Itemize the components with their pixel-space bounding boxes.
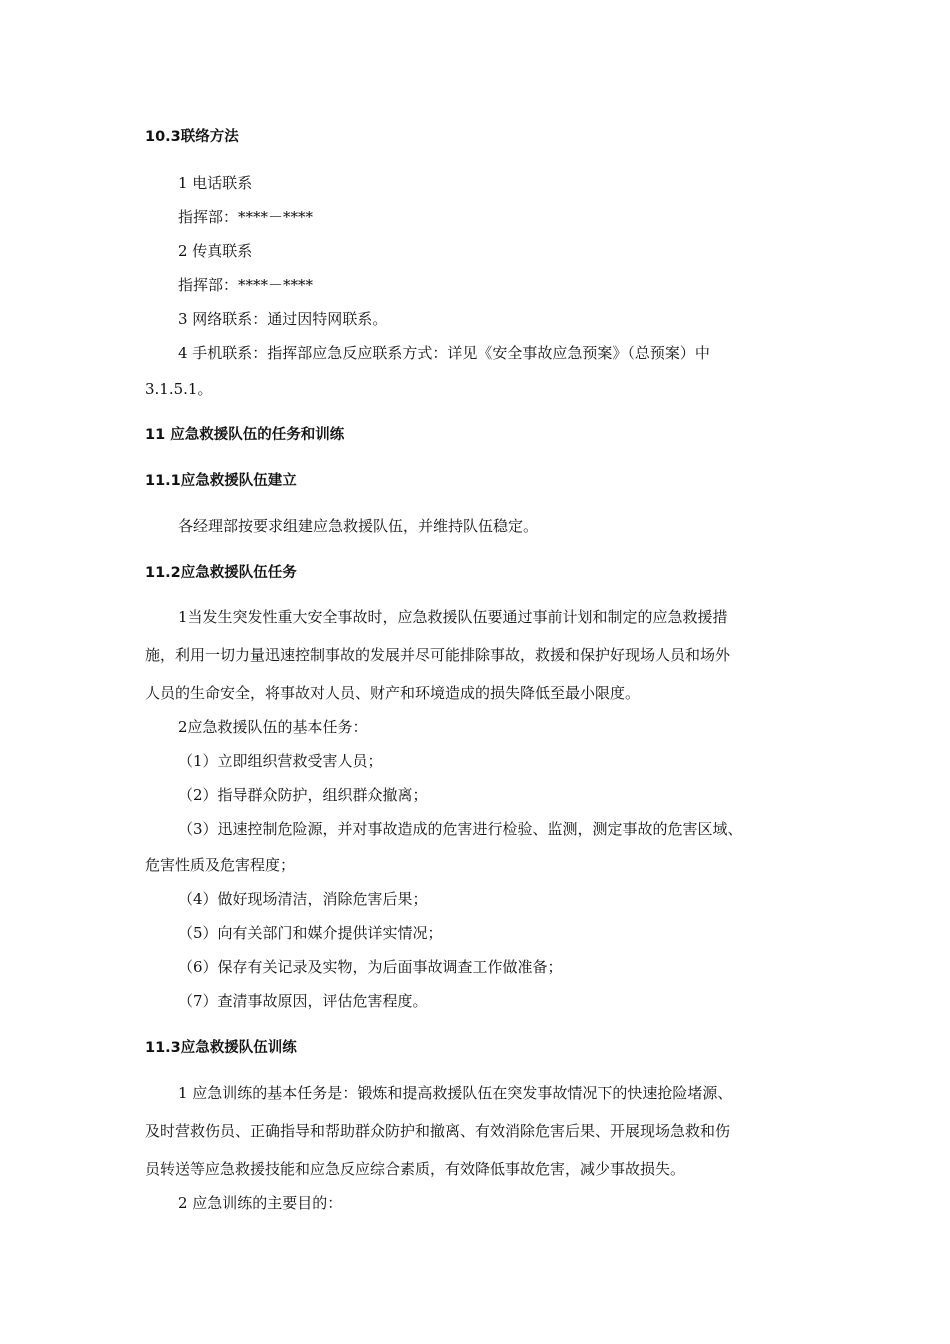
list-item: （1）立即组织营救受害人员；: [178, 752, 383, 770]
paragraph-line: 2 应急训练的主要目的：: [178, 1194, 343, 1212]
heading-11: 11 应急救援队伍的任务和训练: [145, 427, 345, 443]
heading-10-3: 10.3联络方法: [145, 129, 239, 145]
list-item: （5）向有关部门和媒介提供详实情况；: [178, 924, 443, 942]
paragraph-line: 2 传真联系: [178, 242, 253, 260]
heading-11-3: 11.3应急救援队伍训练: [145, 1040, 297, 1056]
paragraph-line: 指挥部：****－****: [178, 208, 314, 226]
paragraph-line: 指挥部：****－****: [178, 276, 314, 294]
paragraph-line: 施，利用一切力量迅速控制事故的发展并尽可能排除事故，救援和保护好现场人员和场外: [145, 646, 731, 664]
heading-11-1: 11.1应急救援队伍建立: [145, 473, 297, 489]
paragraph-line: 各经理部按要求组建应急救援队伍，并维持队伍稳定。: [178, 517, 539, 535]
paragraph-line: 及时营救伤员、正确指导和帮助群众防护和撤离、有效消除危害后果、开展现场急救和伤: [145, 1122, 731, 1140]
paragraph-line: 1 应急训练的基本任务是：锻炼和提高救援队伍在突发事故情况下的快速抢险堵源、: [178, 1084, 733, 1102]
list-item: （6）保存有关记录及实物，为后面事故调查工作做准备；: [178, 958, 563, 976]
heading-11-2: 11.2应急救援队伍任务: [145, 565, 297, 581]
paragraph-line: 人员的生命安全，将事故对人员、财产和环境造成的损失降低至最小限度。: [145, 684, 641, 702]
paragraph-line: 1当发生突发性重大安全事故时，应急救援队伍要通过事前计划和制定的应急救援措: [178, 608, 728, 626]
list-item: （4）做好现场清洁，消除危害后果；: [178, 890, 428, 908]
list-item: （3）迅速控制危险源，并对事故造成的危害进行检验、监测，测定事故的危害区域、: [178, 820, 743, 838]
paragraph-line: 4 手机联系：指挥部应急反应联系方式：详见《安全事故应急预案》（总预案）中: [178, 344, 710, 362]
paragraph-line: 2应急救援队伍的基本任务：: [178, 718, 368, 736]
paragraph-line: 3.1.5.1。: [145, 380, 213, 398]
paragraph-line: 3 网络联系：通过因特网联系。: [178, 310, 388, 328]
list-item-continuation: 危害性质及危害程度；: [145, 856, 296, 874]
paragraph-line: 员转送等应急救援技能和应急反应综合素质，有效降低事故危害，减少事故损失。: [145, 1160, 686, 1178]
list-item: （2）指导群众防护，组织群众撤离；: [178, 786, 428, 804]
list-item: （7）查清事故原因，评估危害程度。: [178, 992, 428, 1010]
paragraph-line: 1 电话联系: [178, 174, 253, 192]
